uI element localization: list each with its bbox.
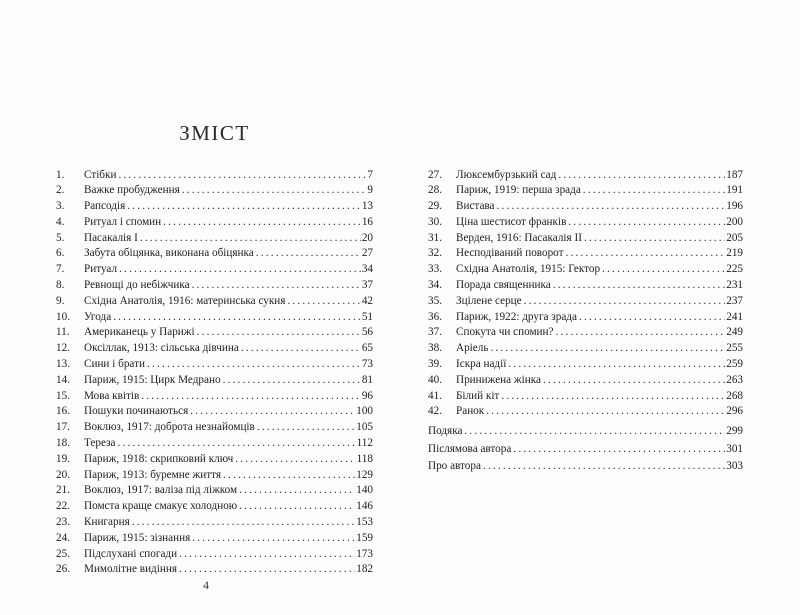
chapter-number: 34. (428, 279, 442, 292)
chapter-page-number: 20 (361, 231, 373, 244)
chapter-number: 5. (56, 231, 65, 244)
toc-entry (428, 341, 743, 357)
dot-leader (241, 341, 361, 357)
chapter-title: Париж, 1919: перша зрада (456, 184, 581, 197)
chapter-page-number: 7 (367, 168, 373, 181)
chapter-number: 37. (428, 326, 442, 339)
chapter-number: 4. (56, 215, 65, 228)
chapter-title: Мимолітне видіння (84, 563, 177, 576)
chapter-number: 10. (56, 310, 70, 323)
chapter-page-number: 96 (361, 389, 373, 402)
dot-leader (147, 357, 361, 373)
chapter-number: 17. (56, 421, 70, 434)
chapter-number: 6. (56, 247, 65, 260)
chapter-number: 7. (56, 263, 65, 276)
chapter-page-number: 153 (356, 516, 373, 529)
chapter-number: 30. (428, 215, 442, 228)
toc-entry (428, 168, 743, 184)
page-number: 4 (203, 578, 209, 592)
chapter-title: Спокута чи спомин? (456, 326, 554, 339)
toc-entry (56, 341, 373, 357)
dot-leader (257, 420, 355, 436)
chapter-page-number: 301 (726, 442, 743, 455)
chapter-page-number: 187 (726, 168, 743, 181)
chapter-page-number: 296 (726, 405, 743, 418)
toc-entry (428, 389, 743, 405)
chapter-number: 42. (428, 405, 442, 418)
dot-leader (192, 531, 355, 547)
chapter-page-number: 241 (726, 310, 743, 323)
chapter-page-number: 249 (726, 326, 743, 339)
chapter-page-number: 159 (356, 531, 373, 544)
dot-leader (235, 452, 355, 468)
chapter-title: Париж, 1922: друга зрада (456, 310, 577, 323)
chapter-page-number: 237 (726, 294, 743, 307)
chapter-title: Тереза (84, 437, 116, 450)
toc-entry (56, 515, 373, 531)
toc-entry (428, 310, 743, 326)
toc-entry (56, 373, 373, 389)
chapter-title: Білий кіт (456, 389, 500, 402)
dot-leader (483, 458, 725, 476)
toc-entry (56, 246, 373, 262)
chapter-title: Вистава (456, 200, 495, 213)
chapter-number: 39. (428, 358, 442, 371)
chapter-number: 41. (428, 389, 442, 402)
dot-leader (140, 231, 361, 247)
chapter-number: 38. (428, 342, 442, 355)
toc-entry (56, 325, 373, 341)
chapter-title: Стібки (84, 168, 117, 181)
chapter-title: Ранок (456, 405, 485, 418)
chapter-number: 26. (56, 563, 70, 576)
dot-leader (117, 436, 355, 452)
toc-entry (428, 294, 743, 310)
chapter-title: Післямова автора (428, 442, 512, 455)
chapter-title: Про автора (428, 460, 481, 472)
chapter-page-number: 9 (367, 184, 373, 197)
toc-entry (56, 452, 373, 468)
toc-entry (428, 262, 743, 278)
chapter-number: 27. (428, 168, 442, 181)
toc-entry (428, 458, 743, 476)
chapter-title: Східна Анатолія, 1915: Гектор (456, 263, 601, 276)
toc-entry (428, 423, 743, 441)
chapter-title: Воклюз, 1917: доброта незнайомців (84, 421, 255, 434)
chapter-number: 36. (428, 310, 442, 323)
dot-leader (141, 389, 361, 405)
chapter-number: 29. (428, 200, 442, 213)
page-title: ЗМІСТ (179, 121, 250, 145)
chapter-title: Ревнощі до небіжчика (84, 279, 190, 292)
chapter-page-number: 191 (726, 184, 743, 197)
chapter-title: Аріель (456, 342, 489, 355)
toc-entry (428, 215, 743, 231)
chapter-number: 9. (56, 294, 65, 307)
dot-leader (127, 199, 361, 215)
chapter-number: 23. (56, 516, 70, 529)
chapter-title: Сини і брати (84, 358, 145, 371)
toc-entry (56, 278, 373, 294)
dot-leader (486, 404, 725, 420)
chapter-number: 16. (56, 405, 70, 418)
toc-entry (428, 231, 743, 247)
chapter-title: Верден, 1916: Пасакалія ІІ (456, 231, 582, 244)
chapter-page-number: 105 (356, 421, 373, 434)
chapter-page-number: 182 (356, 563, 373, 576)
chapter-number: 24. (56, 531, 70, 544)
chapter-page-number: 219 (726, 247, 743, 260)
chapter-title: Підслухані спогади (84, 547, 178, 560)
chapter-title: Зцілене серце (456, 294, 522, 307)
chapter-number: 13. (56, 358, 70, 371)
chapter-title: Забута обіцянка, виконана обіцянка (84, 247, 254, 260)
toc-entry (56, 483, 373, 499)
toc-entry (56, 468, 373, 484)
chapter-title: Люксембурзький сад (456, 168, 557, 181)
toc-entry (56, 389, 373, 405)
toc-entry (56, 215, 373, 231)
chapter-page-number: 13 (361, 200, 373, 213)
dot-leader (501, 389, 725, 405)
toc-right-column (428, 168, 743, 421)
chapter-number: 15. (56, 389, 70, 402)
toc-entry (428, 199, 743, 215)
toc-entry (56, 310, 373, 326)
chapter-title: Іскра надії (456, 358, 507, 371)
dot-leader (256, 246, 361, 262)
chapter-number: 32. (428, 247, 442, 260)
chapter-title: Рапсодія (84, 200, 126, 213)
dot-leader (602, 262, 725, 278)
chapter-page-number: 42 (361, 294, 373, 307)
dot-leader (190, 404, 355, 420)
chapter-number: 12. (56, 342, 70, 355)
chapter-title: Принижена жінка (456, 373, 541, 386)
toc-left-column (56, 168, 373, 579)
toc-entry (56, 562, 373, 578)
toc-entry (56, 547, 373, 563)
chapter-page-number: 263 (726, 373, 743, 386)
chapter-title: Пошуки починаються (84, 405, 189, 418)
chapter-title: Ритуал і спомин (84, 215, 162, 228)
dot-leader (113, 310, 361, 326)
chapter-number: 1. (56, 168, 65, 181)
chapter-title: Східна Анатолія, 1916: материнська сукня (84, 294, 286, 307)
dot-leader (239, 499, 355, 515)
chapter-page-number: 299 (726, 425, 743, 437)
chapter-number: 19. (56, 452, 70, 465)
dot-leader (490, 341, 725, 357)
toc-entry (56, 420, 373, 436)
dot-leader (197, 325, 361, 341)
dot-leader (182, 183, 367, 199)
chapter-page-number: 27 (361, 247, 373, 260)
dot-leader (508, 357, 725, 373)
chapter-page-number: 225 (726, 263, 743, 276)
dot-leader (118, 168, 366, 184)
chapter-number: 33. (428, 263, 442, 276)
chapter-page-number: 268 (726, 389, 743, 402)
chapter-number: 14. (56, 373, 70, 386)
chapter-number: 35. (428, 294, 442, 307)
chapter-title: Париж, 1913: буремне життя (84, 468, 221, 481)
chapter-title: Книгарня (84, 516, 130, 529)
chapter-number: 3. (56, 200, 65, 213)
chapter-page-number: 196 (726, 200, 743, 213)
chapter-page-number: 56 (361, 326, 373, 339)
dot-leader (497, 199, 726, 215)
chapter-title: Париж, 1915: Цирк Медрано (84, 373, 221, 386)
chapter-page-number: 200 (726, 215, 743, 228)
chapter-page-number: 16 (361, 215, 373, 228)
chapter-page-number: 51 (361, 310, 373, 323)
dot-leader (543, 373, 725, 389)
dot-leader (192, 278, 361, 294)
chapter-page-number: 81 (361, 373, 373, 386)
chapter-title: Американець у Парижі (84, 326, 195, 339)
chapter-title: Несподіваний поворот (456, 247, 564, 260)
toc-entry (56, 262, 373, 278)
chapter-page-number: 65 (361, 342, 373, 355)
chapter-title: Воклюз, 1917: валіза під ліжком (84, 484, 238, 497)
chapter-page-number: 255 (726, 342, 743, 355)
chapter-title: Ритуал (84, 263, 118, 276)
dot-leader (524, 294, 726, 310)
toc-entry (56, 357, 373, 373)
chapter-page-number: 231 (726, 279, 743, 292)
chapter-title: Оксіллак, 1913: сільська дівчина (84, 342, 239, 355)
toc-entry (428, 404, 743, 420)
toc-entry (56, 531, 373, 547)
dot-leader (558, 168, 725, 184)
dot-leader (163, 215, 361, 231)
chapter-page-number: 73 (361, 358, 373, 371)
chapter-title: Важке пробудження (84, 184, 180, 197)
chapter-page-number: 129 (356, 468, 373, 481)
chapter-title: Помста краще смакує холодною (84, 500, 238, 513)
dot-leader (119, 262, 361, 278)
toc-entry (56, 199, 373, 215)
chapter-title: Париж, 1915: зізнання (84, 531, 191, 544)
toc-back-matter (428, 423, 743, 476)
chapter-page-number: 173 (356, 547, 373, 560)
chapter-number: 25. (56, 547, 70, 560)
dot-leader (583, 183, 725, 199)
toc-entry (56, 404, 373, 420)
dot-leader (553, 278, 726, 294)
chapter-page-number: 100 (356, 405, 373, 418)
dot-leader (513, 441, 725, 459)
dot-leader (179, 547, 355, 563)
toc-entry (56, 168, 373, 184)
chapter-number: 2. (56, 184, 65, 197)
dot-leader (464, 423, 725, 441)
chapter-title: Пасакалія І (84, 231, 138, 244)
chapter-title: Угода (84, 310, 112, 323)
chapter-number: 8. (56, 279, 65, 292)
chapter-title: Мова квітів (84, 389, 140, 402)
chapter-number: 20. (56, 468, 70, 481)
dot-leader (239, 483, 355, 499)
toc-entry (428, 325, 743, 341)
toc-entry (428, 246, 743, 262)
dot-leader (132, 515, 356, 531)
toc-entry (56, 231, 373, 247)
chapter-page-number: 112 (356, 437, 373, 450)
dot-leader (223, 468, 355, 484)
chapter-number: 11. (56, 326, 70, 339)
dot-leader (223, 373, 361, 389)
chapter-title: Подяка (428, 425, 463, 437)
chapter-page-number: 140 (356, 484, 373, 497)
chapter-title: Ціна шестисот франків (456, 215, 567, 228)
dot-leader (584, 231, 725, 247)
toc-entry (428, 357, 743, 373)
toc-entry (428, 278, 743, 294)
chapter-number: 40. (428, 373, 442, 386)
dot-leader (555, 325, 725, 341)
toc-entry (56, 499, 373, 515)
toc-entry (56, 294, 373, 310)
chapter-title: Париж, 1918: скрипковий ключ (84, 452, 234, 465)
chapter-number: 22. (56, 500, 70, 513)
toc-entry (56, 436, 373, 452)
toc-entry (428, 183, 743, 199)
dot-leader (287, 294, 360, 310)
chapter-number: 28. (428, 184, 442, 197)
dot-leader (568, 215, 725, 231)
chapter-page-number: 259 (726, 358, 743, 371)
chapter-page-number: 118 (356, 452, 373, 465)
toc-entry (56, 183, 373, 199)
dot-leader (179, 562, 355, 578)
chapter-number: 31. (428, 231, 442, 244)
chapter-number: 21. (56, 484, 70, 497)
chapter-page-number: 34 (361, 263, 373, 276)
chapter-page-number: 146 (356, 500, 373, 513)
chapter-page-number: 37 (361, 279, 373, 292)
chapter-page-number: 205 (726, 231, 743, 244)
toc-entry (428, 441, 743, 459)
chapter-page-number: 303 (726, 460, 743, 472)
chapter-number: 18. (56, 437, 70, 450)
toc-entry (428, 373, 743, 389)
chapter-title: Порада священника (456, 279, 551, 292)
dot-leader (566, 246, 726, 262)
dot-leader (579, 310, 725, 326)
